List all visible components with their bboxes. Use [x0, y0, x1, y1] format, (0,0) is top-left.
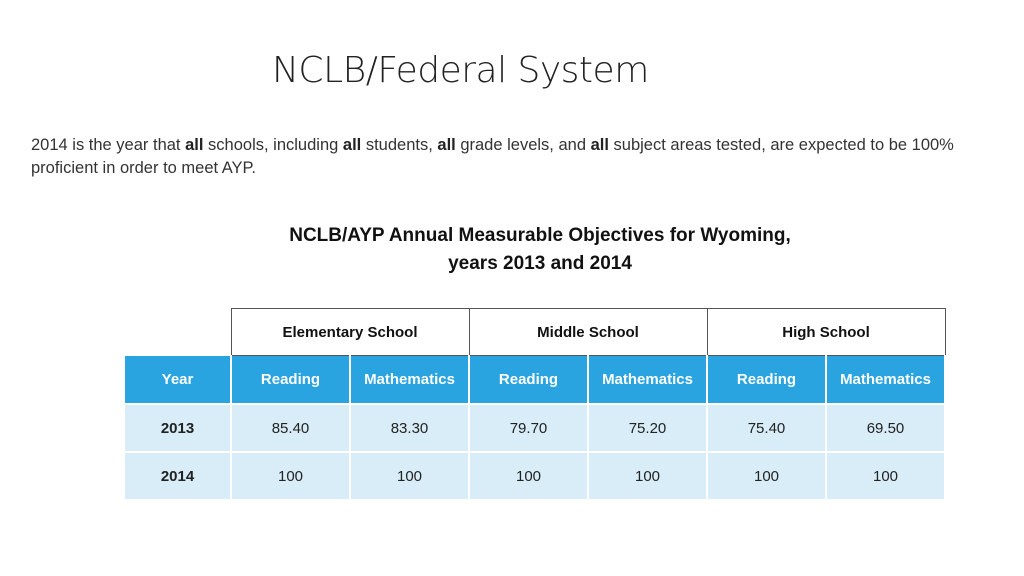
- column-header-subject: Mathematics: [588, 356, 707, 405]
- column-header-subject: Mathematics: [350, 356, 469, 405]
- value-cell: 100: [469, 452, 588, 500]
- value-cell: 75.20: [588, 404, 707, 452]
- value-cell: 100: [707, 452, 826, 500]
- value-cell: 79.70: [469, 404, 588, 452]
- column-header-row: [125, 356, 945, 405]
- group-header-middle: Middle School: [469, 309, 707, 356]
- value-cell: 100: [588, 452, 707, 500]
- school-level-header-row: [125, 309, 945, 356]
- column-header-year: Year: [125, 356, 231, 405]
- intro-part: 2014 is the year that: [31, 136, 186, 154]
- table-row: [125, 404, 945, 452]
- group-header-high: High School: [707, 309, 945, 356]
- column-header-subject: Reading: [707, 356, 826, 405]
- ayp-objectives-table: [125, 308, 946, 501]
- table-title-line-2: years 2013 and 2014: [448, 253, 632, 274]
- table-title-line-1: NCLB/AYP Annual Measurable Objectives for Wyoming,: [289, 225, 791, 246]
- table-row: [125, 452, 945, 500]
- intro-part: schools, including: [203, 136, 343, 154]
- intro-part: grade levels, and: [455, 136, 591, 154]
- table-title: [230, 222, 850, 278]
- intro-emphasis: all: [342, 136, 362, 154]
- value-cell: 85.40: [231, 404, 350, 452]
- value-cell: 100: [231, 452, 350, 500]
- column-header-subject: Mathematics: [826, 356, 945, 405]
- intro-part: students,: [361, 136, 438, 154]
- column-header-subject: Reading: [231, 356, 350, 405]
- row-year-cell: 2014: [125, 452, 231, 500]
- intro-emphasis: all: [437, 136, 456, 154]
- group-header-elementary: Elementary School: [231, 309, 469, 356]
- value-cell: 100: [826, 452, 945, 500]
- intro-emphasis: all: [590, 136, 609, 154]
- value-cell: 100: [350, 452, 469, 500]
- intro-part: subject areas tested, are expected to be 100% proficient in order to meet AYP.: [31, 136, 954, 177]
- slide-title: NCLB/Federal System: [272, 50, 649, 91]
- value-cell: 75.40: [707, 404, 826, 452]
- intro-emphasis: all: [185, 136, 204, 154]
- column-header-subject: Reading: [469, 356, 588, 405]
- intro-paragraph: [31, 134, 971, 180]
- value-cell: 83.30: [350, 404, 469, 452]
- value-cell: 69.50: [826, 404, 945, 452]
- row-year-cell: 2013: [125, 404, 231, 452]
- header-spacer: [125, 309, 231, 356]
